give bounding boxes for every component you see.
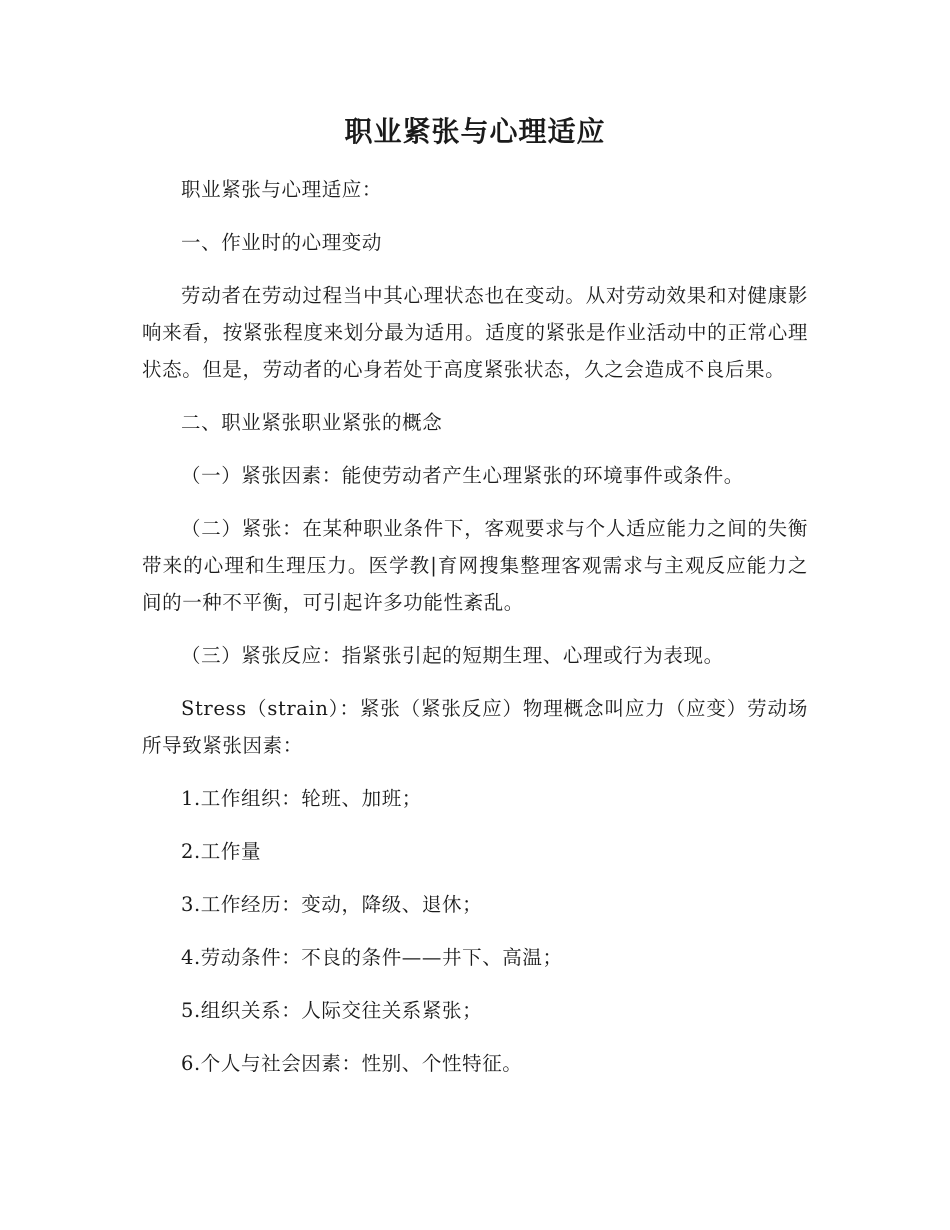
list-item-5: 5.组织关系：人际交往关系紧张； bbox=[181, 999, 483, 1022]
list-item-4: 4.劳动条件：不良的条件——井下、高温； bbox=[181, 946, 563, 969]
paragraph-stress-response: （三）紧张反应：指紧张引起的短期生理、心理或行为表现。 bbox=[181, 644, 724, 667]
paragraph-intro: 职业紧张与心理适应： bbox=[181, 178, 383, 201]
list-item-2: 2.工作量 bbox=[181, 840, 262, 863]
section-heading-2: 二、职业紧张职业紧张的概念 bbox=[181, 411, 443, 434]
list-item-1: 1.工作组织：轮班、加班； bbox=[181, 787, 422, 810]
paragraph-stress-strain: Stress（strain）：紧张（紧张反应）物理概念叫应力（应变）劳动场所导致紧张因素： bbox=[142, 697, 808, 757]
list-item-6: 6.个人与社会因素：性别、个性特征。 bbox=[181, 1052, 523, 1075]
document-page bbox=[142, 108, 808, 1082]
paragraph-psych-change: 劳动者在劳动过程当中其心理状态也在变动。从对劳动效果和对健康影响来看，按紧张程度来划分最为适用。适度的紧张是作业活动中的正常心理状态。但是，劳动者的心身若处于高度紧张状态，久之会造成不良后果。 bbox=[142, 284, 808, 381]
section-heading-1: 一、作业时的心理变动 bbox=[181, 231, 383, 254]
document-title: 职业紧张与心理适应 bbox=[344, 115, 606, 148]
paragraph-stress-factor: （一）紧张因素：能使劳动者产生心理紧张的环境事件或条件。 bbox=[181, 464, 744, 487]
list-item-3: 3.工作经历：变动，降级、退休； bbox=[181, 893, 483, 916]
paragraph-stress: （二）紧张：在某种职业条件下，客观要求与个人适应能力之间的失衡带来的心理和生理压力。医学教|育网搜集整理客观需求与主观反应能力之间的一种不平衡，可引起许多功能性紊乱。 bbox=[142, 517, 808, 614]
